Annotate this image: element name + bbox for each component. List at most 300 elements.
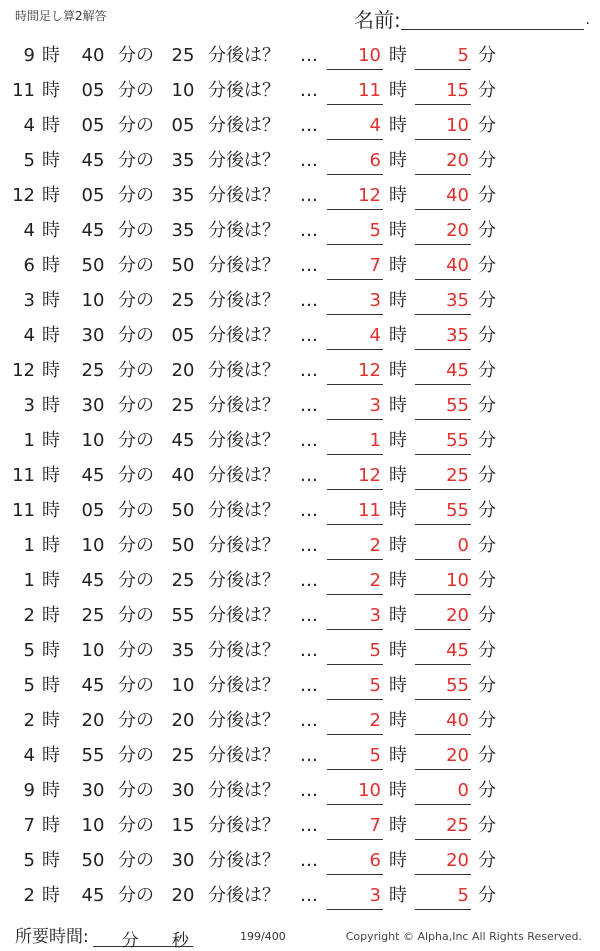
hour-unit: 時 (42, 360, 60, 381)
start-minute: 45 (81, 465, 105, 486)
start-minute: 40 (81, 45, 105, 66)
minutes-later-label: 分後は？ (208, 885, 280, 906)
minutes-later-label: 分後は？ (208, 535, 280, 556)
minute-of-label: 分の (118, 220, 154, 241)
added-minutes: 30 (171, 780, 195, 801)
answer-minute-unit: 分 (478, 430, 496, 451)
start-minute: 25 (81, 605, 105, 626)
added-minutes: 50 (171, 500, 195, 521)
answer-hour-unit: 時 (389, 535, 407, 556)
hour-unit: 時 (42, 885, 60, 906)
minutes-later-label: 分後は？ (208, 290, 280, 311)
answer-hour: 5 (327, 219, 383, 245)
name-field-area (354, 4, 590, 30)
minutes-later-label: 分後は？ (208, 80, 280, 101)
minutes-later-label: 分後は？ (208, 150, 280, 171)
minute-of-label: 分の (118, 605, 154, 626)
answer-hour: 10 (327, 779, 383, 805)
answer-minute: 55 (415, 674, 471, 700)
answer-minute: 20 (415, 849, 471, 875)
answer-minute: 5 (415, 884, 471, 910)
start-minute: 45 (81, 675, 105, 696)
answer-minute-unit: 分 (478, 80, 496, 101)
answer-minute: 10 (415, 569, 471, 595)
added-minutes: 35 (171, 185, 195, 206)
added-minutes: 25 (171, 290, 195, 311)
answer-hour: 3 (327, 884, 383, 910)
problem-row (0, 110, 600, 145)
added-minutes: 40 (171, 465, 195, 486)
answer-hour-unit: 時 (389, 570, 407, 591)
minute-of-label: 分の (118, 430, 154, 451)
start-minute: 55 (81, 745, 105, 766)
answer-minute-unit: 分 (478, 325, 496, 346)
ellipsis: … (300, 290, 318, 311)
answer-minute-unit: 分 (478, 675, 496, 696)
start-minute: 50 (81, 255, 105, 276)
minute-of-label: 分の (118, 535, 154, 556)
answer-hour: 12 (327, 464, 383, 490)
answer-hour-unit: 時 (389, 850, 407, 871)
answer-hour-unit: 時 (389, 220, 407, 241)
minutes-later-label: 分後は？ (208, 500, 280, 521)
answer-hour-unit: 時 (389, 150, 407, 171)
problem-row (0, 75, 600, 110)
ellipsis: … (300, 150, 318, 171)
problem-row (0, 495, 600, 530)
name-dot: . (585, 12, 590, 28)
answer-minute-unit: 分 (478, 500, 496, 521)
answer-minute: 20 (415, 149, 471, 175)
start-minute: 25 (81, 360, 105, 381)
ellipsis: … (300, 710, 318, 731)
ellipsis: … (300, 535, 318, 556)
problem-row (0, 880, 600, 915)
answer-hour: 12 (327, 359, 383, 385)
answer-hour-unit: 時 (389, 115, 407, 136)
added-minutes: 25 (171, 570, 195, 591)
start-minute: 10 (81, 430, 105, 451)
answer-minute-unit: 分 (478, 885, 496, 906)
answer-minute: 15 (415, 79, 471, 105)
start-minute: 05 (81, 80, 105, 101)
answer-minute: 5 (415, 44, 471, 70)
answer-minute-unit: 分 (478, 535, 496, 556)
answer-hour-unit: 時 (389, 185, 407, 206)
problem-row (0, 320, 600, 355)
answer-minute-unit: 分 (478, 185, 496, 206)
minute-of-label: 分の (118, 185, 154, 206)
problem-row (0, 180, 600, 215)
ellipsis: … (300, 780, 318, 801)
minutes-later-label: 分後は？ (208, 430, 280, 451)
start-minute: 30 (81, 395, 105, 416)
minutes-later-label: 分後は？ (208, 745, 280, 766)
answer-minute-unit: 分 (478, 605, 496, 626)
hour-unit: 時 (42, 220, 60, 241)
answer-minute-unit: 分 (478, 465, 496, 486)
problem-row (0, 425, 600, 460)
added-minutes: 05 (171, 325, 195, 346)
start-minute: 20 (81, 710, 105, 731)
minute-of-label: 分の (118, 325, 154, 346)
hour-unit: 時 (42, 675, 60, 696)
answer-hour-unit: 時 (389, 360, 407, 381)
hour-unit: 時 (42, 150, 60, 171)
answer-hour: 2 (327, 534, 383, 560)
answer-hour: 3 (327, 604, 383, 630)
added-minutes: 35 (171, 150, 195, 171)
seconds-label: 秒 (171, 931, 189, 951)
answer-hour: 2 (327, 569, 383, 595)
answer-minute: 55 (415, 429, 471, 455)
problem-list (0, 40, 600, 915)
answer-minute-unit: 分 (478, 570, 496, 591)
start-hour: 9 (23, 780, 35, 801)
answer-minute-unit: 分 (478, 815, 496, 836)
added-minutes: 30 (171, 850, 195, 871)
hour-unit: 時 (42, 185, 60, 206)
problem-row (0, 600, 600, 635)
answer-minute-unit: 分 (478, 115, 496, 136)
start-minute: 10 (81, 815, 105, 836)
answer-minute: 20 (415, 604, 471, 630)
hour-unit: 時 (42, 325, 60, 346)
minute-of-label: 分の (118, 815, 154, 836)
minutes-later-label: 分後は？ (208, 255, 280, 276)
start-hour: 3 (23, 395, 35, 416)
answer-hour-unit: 時 (389, 500, 407, 521)
problem-row (0, 635, 600, 670)
answer-hour: 7 (327, 814, 383, 840)
hour-unit: 時 (42, 115, 60, 136)
start-minute: 05 (81, 185, 105, 206)
hour-unit: 時 (42, 430, 60, 451)
start-minute: 10 (81, 535, 105, 556)
answer-minute-unit: 分 (478, 360, 496, 381)
answer-hour-unit: 時 (389, 710, 407, 731)
ellipsis: … (300, 255, 318, 276)
minute-of-label: 分の (118, 465, 154, 486)
minute-of-label: 分の (118, 745, 154, 766)
start-hour: 1 (23, 570, 35, 591)
answer-hour: 4 (327, 324, 383, 350)
answer-minute-unit: 分 (478, 745, 496, 766)
copyright: Copyright © Alpha,Inc All Rights Reserved. (345, 930, 582, 943)
added-minutes: 35 (171, 640, 195, 661)
answer-minute: 45 (415, 639, 471, 665)
answer-hour-unit: 時 (389, 745, 407, 766)
ellipsis: … (300, 500, 318, 521)
problem-row (0, 775, 600, 810)
answer-minute: 40 (415, 709, 471, 735)
minute-of-label: 分の (118, 885, 154, 906)
start-hour: 4 (23, 115, 35, 136)
problem-row (0, 250, 600, 285)
minutes-later-label: 分後は？ (208, 570, 280, 591)
hour-unit: 時 (42, 815, 60, 836)
time-required-blank (93, 926, 193, 951)
answer-hour-unit: 時 (389, 430, 407, 451)
minutes-later-label: 分後は？ (208, 220, 280, 241)
ellipsis: … (300, 80, 318, 101)
answer-minute: 35 (415, 324, 471, 350)
minutes-later-label: 分後は？ (208, 605, 280, 626)
answer-hour-unit: 時 (389, 815, 407, 836)
start-minute: 45 (81, 570, 105, 591)
answer-hour: 1 (327, 429, 383, 455)
hour-unit: 時 (42, 780, 60, 801)
minute-of-label: 分の (118, 395, 154, 416)
answer-hour: 6 (327, 849, 383, 875)
hour-unit: 時 (42, 710, 60, 731)
answer-hour-unit: 時 (389, 80, 407, 101)
problem-row (0, 460, 600, 495)
answer-minute-unit: 分 (478, 780, 496, 801)
problem-row (0, 810, 600, 845)
minutes-later-label: 分後は？ (208, 710, 280, 731)
minutes-later-label: 分後は？ (208, 850, 280, 871)
answer-minute: 25 (415, 814, 471, 840)
ellipsis: … (300, 815, 318, 836)
added-minutes: 55 (171, 605, 195, 626)
minutes-later-label: 分後は？ (208, 115, 280, 136)
ellipsis: … (300, 605, 318, 626)
worksheet-title: 時間足し算2解答 (15, 9, 107, 23)
minute-of-label: 分の (118, 640, 154, 661)
start-minute: 45 (81, 885, 105, 906)
answer-hour-unit: 時 (389, 465, 407, 486)
ellipsis: … (300, 45, 318, 66)
added-minutes: 10 (171, 675, 195, 696)
answer-minute: 25 (415, 464, 471, 490)
answer-hour: 11 (327, 499, 383, 525)
start-hour: 2 (23, 605, 35, 626)
ellipsis: … (300, 185, 318, 206)
start-hour: 2 (23, 885, 35, 906)
start-hour: 4 (23, 220, 35, 241)
start-minute: 30 (81, 325, 105, 346)
start-hour: 11 (12, 80, 35, 101)
hour-unit: 時 (42, 570, 60, 591)
problem-row (0, 390, 600, 425)
added-minutes: 50 (171, 535, 195, 556)
answer-minute-unit: 分 (478, 850, 496, 871)
name-underline (401, 29, 584, 30)
hour-unit: 時 (42, 605, 60, 626)
answer-hour: 5 (327, 744, 383, 770)
answer-hour-unit: 時 (389, 605, 407, 626)
start-hour: 2 (23, 710, 35, 731)
answer-minute-unit: 分 (478, 255, 496, 276)
start-minute: 05 (81, 500, 105, 521)
answer-hour: 11 (327, 79, 383, 105)
answer-hour-unit: 時 (389, 885, 407, 906)
ellipsis: … (300, 675, 318, 696)
minute-of-label: 分の (118, 675, 154, 696)
minute-of-label: 分の (118, 150, 154, 171)
answer-minute: 40 (415, 184, 471, 210)
hour-unit: 時 (42, 850, 60, 871)
minutes-later-label: 分後は？ (208, 45, 280, 66)
added-minutes: 15 (171, 815, 195, 836)
minute-of-label: 分の (118, 710, 154, 731)
answer-minute: 0 (415, 779, 471, 805)
added-minutes: 25 (171, 45, 195, 66)
added-minutes: 45 (171, 430, 195, 451)
start-hour: 5 (23, 640, 35, 661)
answer-minute: 0 (415, 534, 471, 560)
problem-row (0, 845, 600, 880)
hour-unit: 時 (42, 640, 60, 661)
ellipsis: … (300, 430, 318, 451)
start-minute: 45 (81, 150, 105, 171)
added-minutes: 25 (171, 395, 195, 416)
minutes-later-label: 分後は？ (208, 395, 280, 416)
minutes-later-label: 分後は？ (208, 815, 280, 836)
answer-hour: 12 (327, 184, 383, 210)
time-required (15, 922, 193, 951)
answer-hour-unit: 時 (389, 325, 407, 346)
ellipsis: … (300, 220, 318, 241)
ellipsis: … (300, 325, 318, 346)
answer-minute: 20 (415, 219, 471, 245)
start-minute: 10 (81, 290, 105, 311)
problem-row (0, 215, 600, 250)
problem-row (0, 740, 600, 775)
hour-unit: 時 (42, 395, 60, 416)
problem-row (0, 40, 600, 75)
minutes-later-label: 分後は？ (208, 640, 280, 661)
start-hour: 4 (23, 325, 35, 346)
answer-minute: 35 (415, 289, 471, 315)
minute-of-label: 分の (118, 115, 154, 136)
answer-hour-unit: 時 (389, 675, 407, 696)
problem-row (0, 355, 600, 390)
start-minute: 50 (81, 850, 105, 871)
ellipsis: … (300, 395, 318, 416)
start-minute: 05 (81, 115, 105, 136)
answer-hour: 3 (327, 394, 383, 420)
problem-row (0, 285, 600, 320)
minutes-later-label: 分後は？ (208, 360, 280, 381)
answer-hour-unit: 時 (389, 255, 407, 276)
minutes-later-label: 分後は？ (208, 325, 280, 346)
ellipsis: … (300, 465, 318, 486)
added-minutes: 25 (171, 745, 195, 766)
ellipsis: … (300, 360, 318, 381)
start-hour: 1 (23, 535, 35, 556)
answer-hour: 4 (327, 114, 383, 140)
ellipsis: … (300, 570, 318, 591)
answer-hour: 5 (327, 639, 383, 665)
answer-hour-unit: 時 (389, 290, 407, 311)
ellipsis: … (300, 885, 318, 906)
added-minutes: 50 (171, 255, 195, 276)
answer-hour-unit: 時 (389, 780, 407, 801)
minute-of-label: 分の (118, 290, 154, 311)
added-minutes: 20 (171, 885, 195, 906)
minute-of-label: 分の (118, 80, 154, 101)
answer-minute-unit: 分 (478, 45, 496, 66)
hour-unit: 時 (42, 535, 60, 556)
answer-hour-unit: 時 (389, 395, 407, 416)
start-hour: 12 (12, 185, 35, 206)
minutes-later-label: 分後は？ (208, 465, 280, 486)
start-minute: 45 (81, 220, 105, 241)
minutes-later-label: 分後は？ (208, 185, 280, 206)
hour-unit: 時 (42, 290, 60, 311)
answer-hour: 6 (327, 149, 383, 175)
added-minutes: 20 (171, 360, 195, 381)
answer-hour-unit: 時 (389, 640, 407, 661)
answer-minute: 55 (415, 394, 471, 420)
start-hour: 11 (12, 465, 35, 486)
minute-of-label: 分の (118, 255, 154, 276)
answer-minute-unit: 分 (478, 640, 496, 661)
hour-unit: 時 (42, 745, 60, 766)
answer-minute-unit: 分 (478, 220, 496, 241)
added-minutes: 10 (171, 80, 195, 101)
problem-row (0, 530, 600, 565)
answer-minute: 10 (415, 114, 471, 140)
minute-of-label: 分の (118, 360, 154, 381)
minutes-label: 分 (121, 931, 139, 951)
hour-unit: 時 (42, 465, 60, 486)
start-hour: 7 (23, 815, 35, 836)
start-hour: 3 (23, 290, 35, 311)
answer-minute-unit: 分 (478, 150, 496, 171)
answer-hour: 5 (327, 674, 383, 700)
hour-unit: 時 (42, 255, 60, 276)
answer-hour: 2 (327, 709, 383, 735)
start-hour: 5 (23, 850, 35, 871)
answer-hour: 10 (327, 44, 383, 70)
hour-unit: 時 (42, 45, 60, 66)
start-hour: 5 (23, 675, 35, 696)
start-minute: 10 (81, 640, 105, 661)
name-label: 名前: (354, 8, 401, 32)
answer-minute-unit: 分 (478, 710, 496, 731)
minute-of-label: 分の (118, 850, 154, 871)
answer-minute: 45 (415, 359, 471, 385)
start-minute: 30 (81, 780, 105, 801)
start-hour: 9 (23, 45, 35, 66)
minute-of-label: 分の (118, 45, 154, 66)
answer-minute: 55 (415, 499, 471, 525)
ellipsis: … (300, 850, 318, 871)
problem-row (0, 670, 600, 705)
added-minutes: 20 (171, 710, 195, 731)
problem-row (0, 705, 600, 740)
answer-minute: 20 (415, 744, 471, 770)
answer-hour: 7 (327, 254, 383, 280)
answer-minute: 40 (415, 254, 471, 280)
hour-unit: 時 (42, 80, 60, 101)
answer-hour-unit: 時 (389, 45, 407, 66)
added-minutes: 05 (171, 115, 195, 136)
minute-of-label: 分の (118, 500, 154, 521)
start-hour: 11 (12, 500, 35, 521)
minutes-later-label: 分後は？ (208, 780, 280, 801)
answer-hour: 3 (327, 289, 383, 315)
problem-row (0, 565, 600, 600)
start-hour: 5 (23, 150, 35, 171)
ellipsis: … (300, 640, 318, 661)
answer-minute-unit: 分 (478, 290, 496, 311)
answer-minute-unit: 分 (478, 395, 496, 416)
time-required-label: 所要時間: (15, 927, 89, 947)
